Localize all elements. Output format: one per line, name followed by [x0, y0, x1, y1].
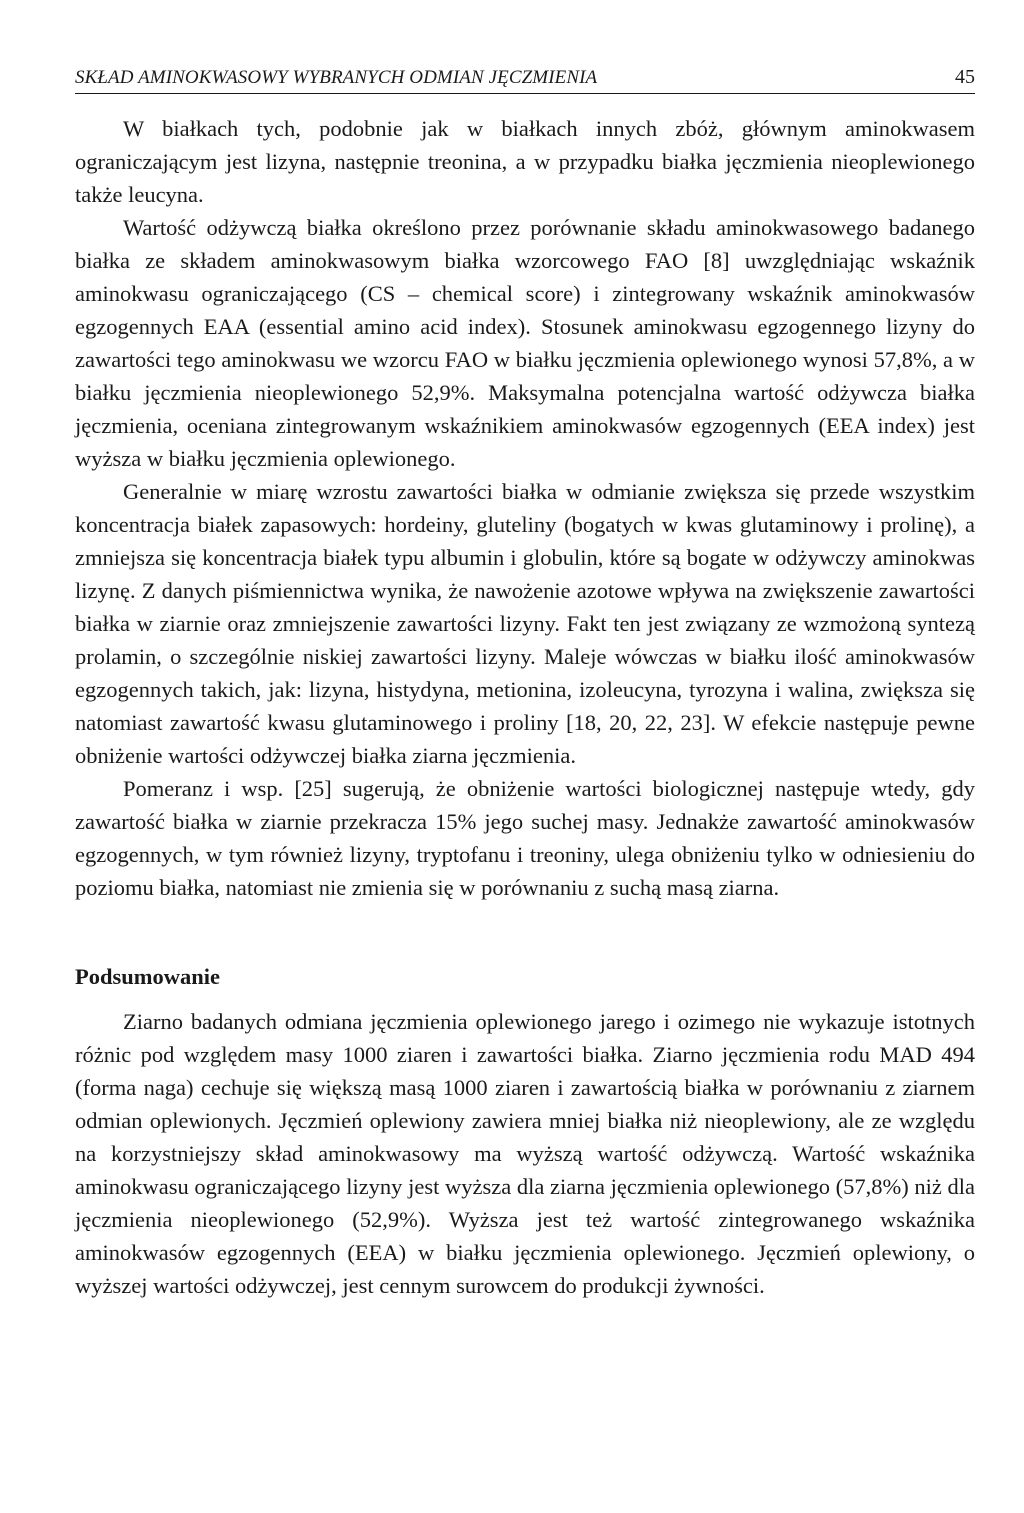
body-text	[75, 112, 975, 1302]
paragraph-limiting-amino-acid: W białkach tych, podobnie jak w białkach innych zbóż, głównym aminokwasem ograniczającym jest lizyna, następnie treonina, a w przypadku białka jęczmienia nieoplewionego także leucyna.	[75, 116, 975, 207]
running-title: SKŁAD AMINOKWASOWY WYBRANYCH ODMIAN JĘCZMIENIA	[75, 67, 598, 88]
paragraph-protein-concentration: Generalnie w miarę wzrostu zawartości białka w odmianie zwiększa się przede wszystkim koncentracja białek zapasowych: hordeiny, gluteliny (bogatych w kwas glutaminowy i prolinę), a zmniejsza się koncentracja białek typu albumin i globulin, które są bogate w odżywczy aminokwas lizynę. Z danych piśmiennictwa wynika, że nawożenie azotowe wpływa na zwiększenie zawartości białka w ziarnie oraz zmniejszenie zawartości lizyny. Fakt ten jest związany ze wzmożoną syntezą prolamin, o szczególnie niskiej zawartości lizyny. Maleje wówczas w białku ilość aminokwasów egzogennych takich, jak: lizyna, histydyna, metionina, izoleucyna, tyrozyna i walina, zwiększa się natomiast zawartość kwasu glutaminowego i proliny [18, 20, 22, 23]. W efekcie następuje pewne obniżenie wartości odżywczej białka ziarna jęczmienia.	[75, 479, 975, 768]
paragraph-nutritional-value: Wartość odżywczą białka określono przez porównanie składu aminokwasowego badanego białka ze składem aminokwasowym białka wzorcowego FAO [8] uwzględniając wskaźnik aminokwasu ograniczającego (CS – chemical score) i zintegrowany wskaźnik aminokwasów egzogennych EAA (essential amino acid index). Stosunek aminokwasu egzogennego lizyny do zawartości tego aminokwasu we wzorcu FAO w białku jęczmienia oplewionego wynosi 57,8%, a w białku jęczmienia nieoplewionego 52,9%. Maksymalna potencjalna wartość odżywcza białka jęczmienia, oceniana zintegrowanym wskaźnikiem aminokwasów egzogennych (EEA index) jest wyższa w białku jęczmienia oplewionego.	[75, 215, 975, 471]
running-header	[75, 62, 975, 94]
document-page	[75, 62, 975, 1302]
paragraph-pomeranz: Pomeranz i wsp. [25] sugerują, że obniżenie wartości biologicznej następuje wtedy, gdy zawartość białka w ziarnie przekracza 15% jego suchej masy. Jednakże zawartość aminokwasów egzogennych, w tym również lizyny, tryptofanu i treoniny, ulega obniżeniu tylko w odniesieniu do poziomu białka, natomiast nie zmienia się w porównaniu z suchą masą ziarna.	[75, 776, 975, 900]
summary-paragraph: Ziarno badanych odmiana jęczmienia oplewionego jarego i ozimego nie wykazuje istotnych różnic pod względem masy 1000 ziaren i zawartości białka. Ziarno jęczmienia rodu MAD 494 (forma naga) cechuje się większą masą 1000 ziaren i zawartością białka w porównaniu z ziarnem odmian oplewionych. Jęczmień oplewiony zawiera mniej białka niż nieoplewiony, ale ze względu na korzystniejszy skład aminokwasowy ma wyższą wartość odżywczą. Wartość wskaźnika aminokwasu ograniczającego lizyny jest wyższa dla ziarna jęczmienia oplewionego (57,8%) niż dla jęczmienia nieoplewionego (52,9%). Wyższa jest też wartość zintegrowanego wskaźnika aminokwasów egzogennych (EEA) w białku jęczmienia oplewionego. Jęczmień oplewiony, o wyższej wartości odżywczej, jest cennym surowcem do produkcji żywności.	[75, 1009, 975, 1298]
page-number: 45	[955, 66, 975, 88]
section-heading-summary: Podsumowanie	[75, 964, 221, 989]
summary-section	[75, 1005, 975, 1302]
